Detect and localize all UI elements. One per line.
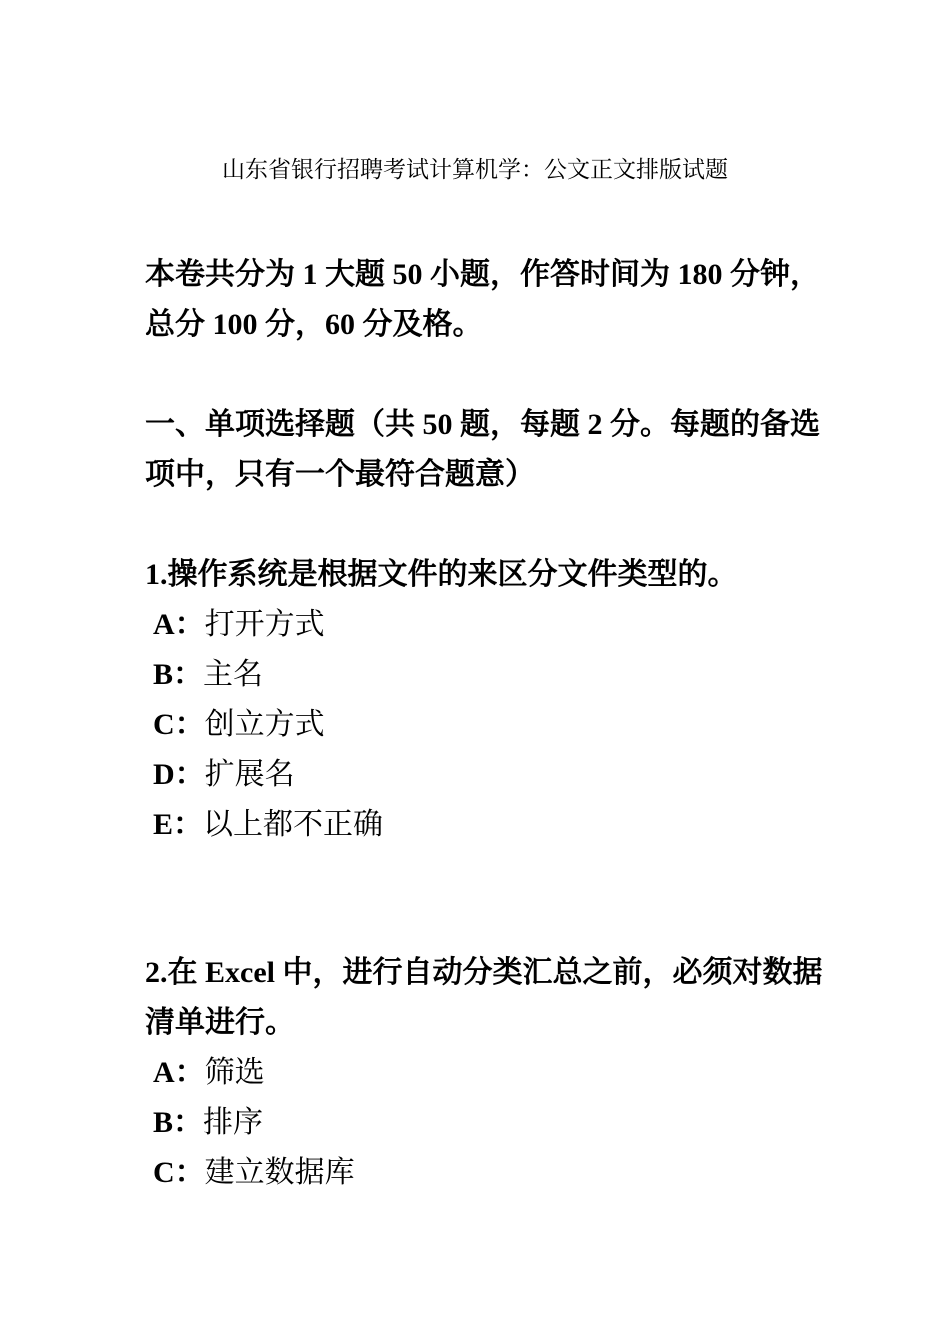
option-text: 创立方式 — [204, 708, 325, 741]
question-2 — [145, 948, 825, 1198]
option-letter: A： — [153, 608, 205, 641]
exam-intro — [145, 250, 825, 350]
option-b — [145, 1098, 825, 1148]
option-text: 主名 — [203, 658, 264, 691]
option-text: 以上都不正确 — [203, 808, 384, 841]
option-letter: B： — [153, 658, 204, 691]
option-a — [145, 600, 825, 650]
option-letter: E： — [153, 808, 204, 841]
option-b — [145, 650, 825, 700]
option-text: 筛选 — [204, 1056, 265, 1089]
question-1 — [145, 550, 825, 850]
option-letter: C： — [153, 1156, 205, 1189]
option-letter: D： — [153, 758, 205, 791]
document-title: 山东省银行招聘考试计算机学：公文正文排版试题 — [222, 157, 728, 182]
question-stem: 1.操作系统是根据文件的来区分文件类型的。 — [145, 558, 738, 591]
option-list — [145, 1048, 825, 1198]
option-e — [145, 800, 825, 850]
option-c — [145, 700, 825, 750]
option-text: 扩展名 — [204, 758, 295, 791]
option-list — [145, 600, 825, 850]
option-text: 打开方式 — [204, 608, 325, 641]
section-heading-text: 一、单项选择题（共 50 题，每题 2 分。每题的备选项中，只有一个最符合题意） — [145, 408, 820, 491]
option-d — [145, 750, 825, 800]
exam-intro-text: 本卷共分为 1 大题 50 小题，作答时间为 180 分钟，总分 100 分，60 分及格。 — [145, 258, 820, 341]
option-letter: C： — [153, 708, 205, 741]
option-a — [145, 1048, 825, 1098]
option-letter: B： — [153, 1106, 204, 1139]
section-heading — [145, 400, 825, 500]
option-text: 排序 — [203, 1106, 264, 1139]
option-c — [145, 1148, 825, 1198]
question-stem: 2.在 Excel 中，进行自动分类汇总之前，必须对数据清单进行。 — [145, 956, 823, 1039]
option-letter: A： — [153, 1056, 205, 1089]
option-text: 建立数据库 — [204, 1156, 355, 1189]
